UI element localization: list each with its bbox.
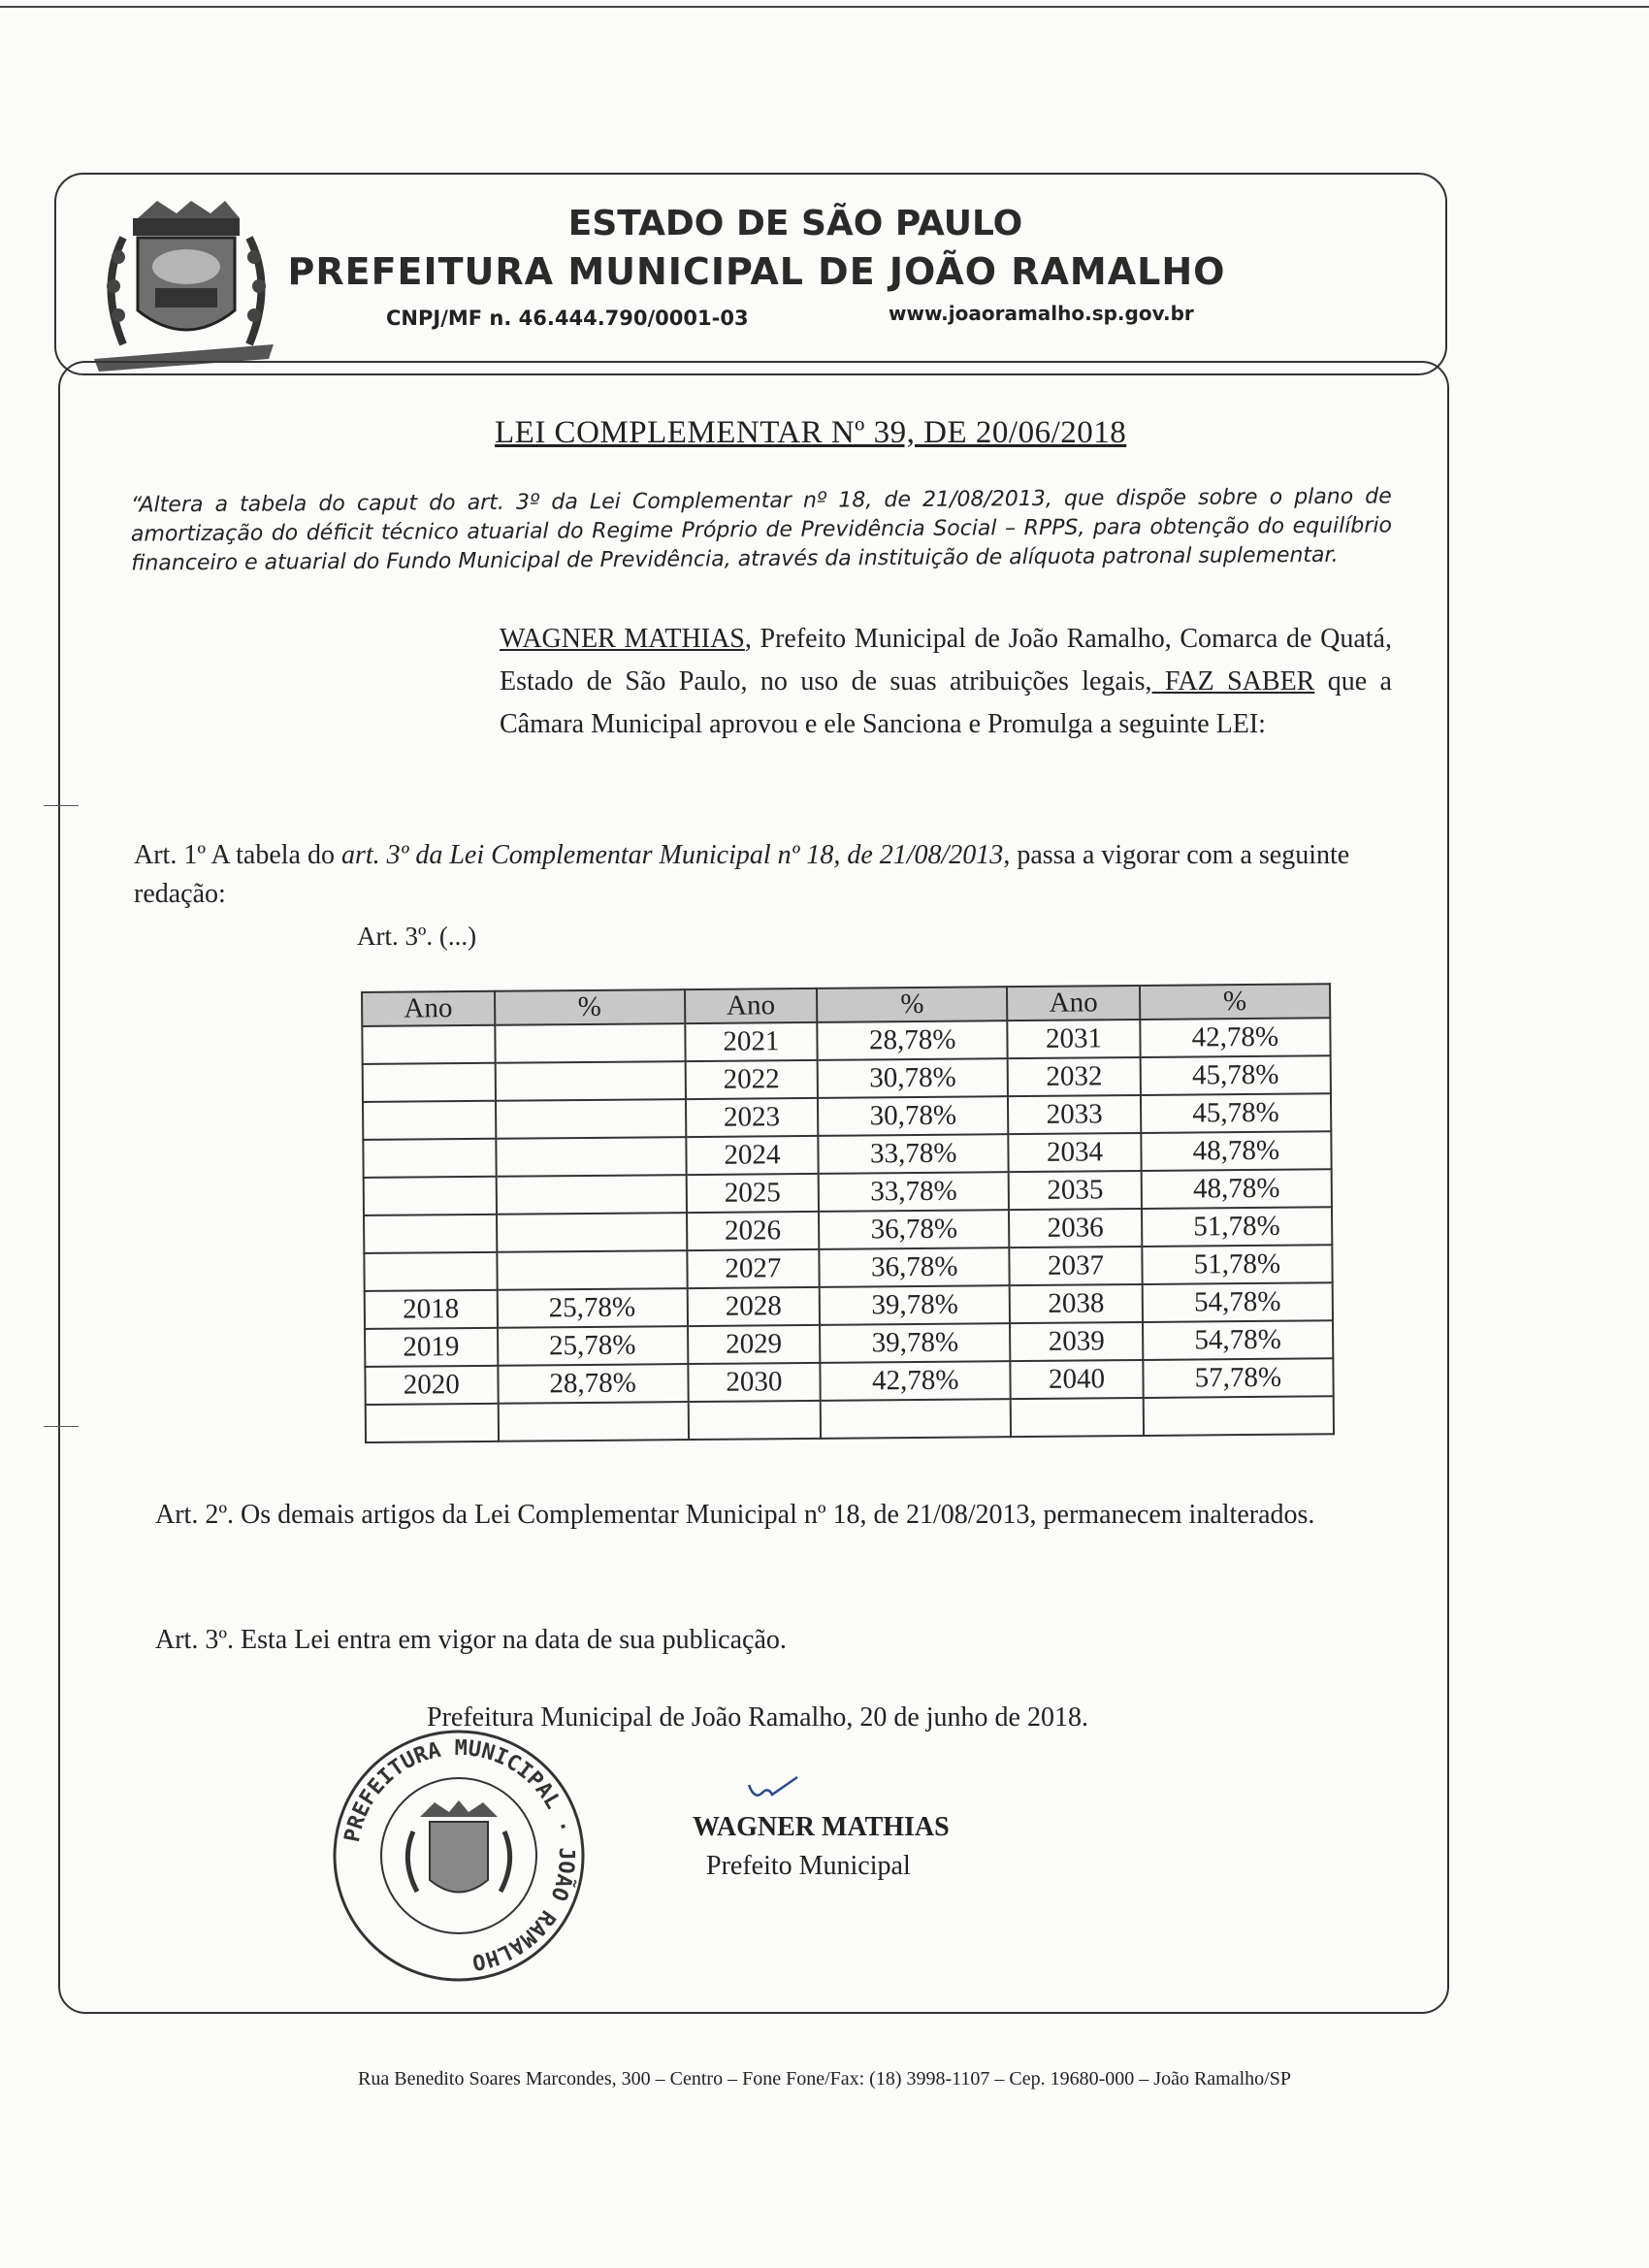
cell (496, 1175, 686, 1215)
cell: 28,78% (817, 1021, 1007, 1060)
cell (688, 1401, 821, 1440)
cell (362, 1025, 495, 1064)
article-3-citation: Art. 3º. (...) (357, 922, 477, 951)
cell (364, 1177, 497, 1215)
header-percent: % (817, 987, 1007, 1022)
official-seal-icon (328, 1725, 590, 1987)
cell: 2029 (688, 1325, 821, 1364)
cell (496, 1099, 686, 1139)
cell: 30,78% (818, 1058, 1008, 1098)
cell: 51,78% (1142, 1245, 1332, 1284)
preamble-text-2: que a Câmara Municipal aprovou e ele Sanciona e Promulga a seguinte LEI: (500, 666, 1392, 739)
preamble-paragraph (500, 618, 1392, 746)
article-1 (134, 836, 1395, 914)
header-percent: % (495, 989, 685, 1025)
cell: 48,78% (1141, 1131, 1331, 1171)
cell (364, 1215, 497, 1253)
cell: 2024 (686, 1136, 819, 1175)
cell (363, 1063, 496, 1102)
state-heading: ESTADO DE SÃO PAULO (567, 204, 1023, 243)
cell: 2030 (688, 1363, 821, 1402)
cell: 45,78% (1141, 1093, 1331, 1133)
preamble-text-1: , Prefeito Municipal de João Ramalho, Comarca de Quatá, Estado de São Paulo, no uso de suas atribuições legais, (500, 624, 1392, 697)
cell: 28,78% (498, 1364, 688, 1404)
cell: 2033 (1008, 1095, 1141, 1134)
cell: 2026 (687, 1212, 820, 1250)
place-and-date: Prefeitura Municipal de João Ramalho, 20 de junho de 2018. (427, 1702, 1088, 1733)
margin-mark (44, 1426, 79, 1427)
cell: 57,78% (1143, 1358, 1333, 1398)
cell: 39,78% (820, 1323, 1010, 1363)
signer-name: WAGNER MATHIAS (693, 1812, 950, 1842)
scan-edge-line (0, 6, 1649, 8)
cell: 2032 (1008, 1057, 1141, 1096)
cell: 2038 (1010, 1284, 1143, 1323)
cell: 42,78% (1140, 1018, 1330, 1057)
cell (495, 1023, 685, 1063)
law-summary: “Altera a tabela do caput do art. 3º da Lei Complementar nº 18, de 21/08/2013, que dispõe sobre o plano de amortização do déficit técnico atuarial do Regime Próprio de Previdência Social – RPPS, para obtenção do equilíbrio financeiro e atuarial do Fundo Municipal de Previdência, através da instituição de alíquota patronal suplementar. (130, 484, 1393, 576)
mayor-name: WAGNER MATHIAS (500, 624, 745, 654)
article-3: Art. 3º. Esta Lei entra em vigor na data de sua publicação. (155, 1625, 787, 1655)
law-title: LEI COMPLEMENTAR Nº 39, DE 20/06/2018 (495, 415, 1127, 450)
cell: 2018 (365, 1290, 498, 1329)
cell (495, 1061, 685, 1101)
table-row (366, 1396, 1334, 1442)
cell: 30,78% (818, 1096, 1008, 1136)
cell: 25,78% (497, 1288, 687, 1328)
cell: 2022 (685, 1060, 818, 1099)
cell: 33,78% (819, 1172, 1009, 1212)
cell: 36,78% (820, 1247, 1010, 1287)
cell (363, 1139, 496, 1178)
cell: 2037 (1010, 1247, 1143, 1285)
cell: 25,78% (498, 1326, 688, 1366)
faz-saber: FAZ SABER (1151, 666, 1315, 697)
cell (1011, 1398, 1144, 1437)
cell: 2034 (1009, 1133, 1142, 1172)
prefeitura-heading: PREFEITURA MUNICIPAL DE JOÃO RAMALHO (287, 250, 1226, 293)
contribution-rate-table (361, 983, 1335, 1443)
article-1-reference: art. 3º da Lei Complementar Municipal nº 18, de 21/08/2013 (340, 840, 1004, 870)
cnpj-text: CNPJ/MF n. 46.444.790/0001-03 (386, 307, 749, 330)
cell: 2021 (685, 1022, 818, 1061)
cell (498, 1402, 688, 1442)
cell: 54,78% (1143, 1282, 1333, 1322)
cell: 51,78% (1142, 1207, 1332, 1247)
cell (366, 1404, 499, 1442)
cell: 42,78% (821, 1361, 1011, 1401)
cell (821, 1399, 1011, 1439)
article-1-start: Art. 1º A tabela do (134, 840, 341, 870)
seal-text: PREFEITURA MUNICIPAL · JOÃO RAMALHO (340, 1735, 579, 1975)
cell: 2031 (1008, 1020, 1141, 1058)
cell: 54,78% (1143, 1320, 1333, 1360)
cell (496, 1137, 686, 1177)
article-1-end: , passa a vigorar com a seguinte redação: (134, 840, 1350, 909)
cell: 2023 (686, 1098, 819, 1137)
cell (363, 1101, 496, 1140)
cell: 48,78% (1141, 1169, 1331, 1209)
cell: 2035 (1009, 1171, 1142, 1210)
signer-role: Prefeito Municipal (706, 1851, 911, 1881)
website-text: www.joaoramalho.sp.gov.br (889, 302, 1194, 325)
margin-mark (44, 805, 79, 806)
article-2: Art. 2º. Os demais artigos da Lei Complementar Municipal nº 18, de 21/08/2013, permanecem inalterados. (155, 1500, 1315, 1530)
cell (497, 1213, 687, 1252)
header-percent: % (1140, 984, 1330, 1020)
cell: 2025 (686, 1174, 819, 1213)
cell (1144, 1396, 1334, 1436)
header-year: Ano (685, 988, 818, 1023)
cell: 2039 (1010, 1322, 1143, 1361)
cell: 36,78% (819, 1210, 1009, 1249)
signature-mark-icon (747, 1775, 805, 1804)
cell: 2020 (365, 1366, 498, 1405)
cell (497, 1250, 687, 1290)
cell: 33,78% (819, 1134, 1009, 1174)
cell: 2040 (1011, 1360, 1144, 1399)
footer-address: Rua Benedito Soares Marcondes, 300 – Centro – Fone Fone/Fax: (18) 3998-1107 – Cep. 19680-000 – João Ramalho/SP (358, 2068, 1291, 2090)
header-year: Ano (1007, 986, 1140, 1021)
cell: 2019 (365, 1328, 498, 1367)
cell: 2028 (687, 1287, 820, 1326)
cell: 45,78% (1140, 1055, 1330, 1095)
cell: 2036 (1009, 1209, 1142, 1247)
header-year: Ano (362, 991, 495, 1026)
cell: 2027 (687, 1249, 820, 1288)
cell (364, 1252, 497, 1291)
cell: 39,78% (820, 1285, 1010, 1325)
